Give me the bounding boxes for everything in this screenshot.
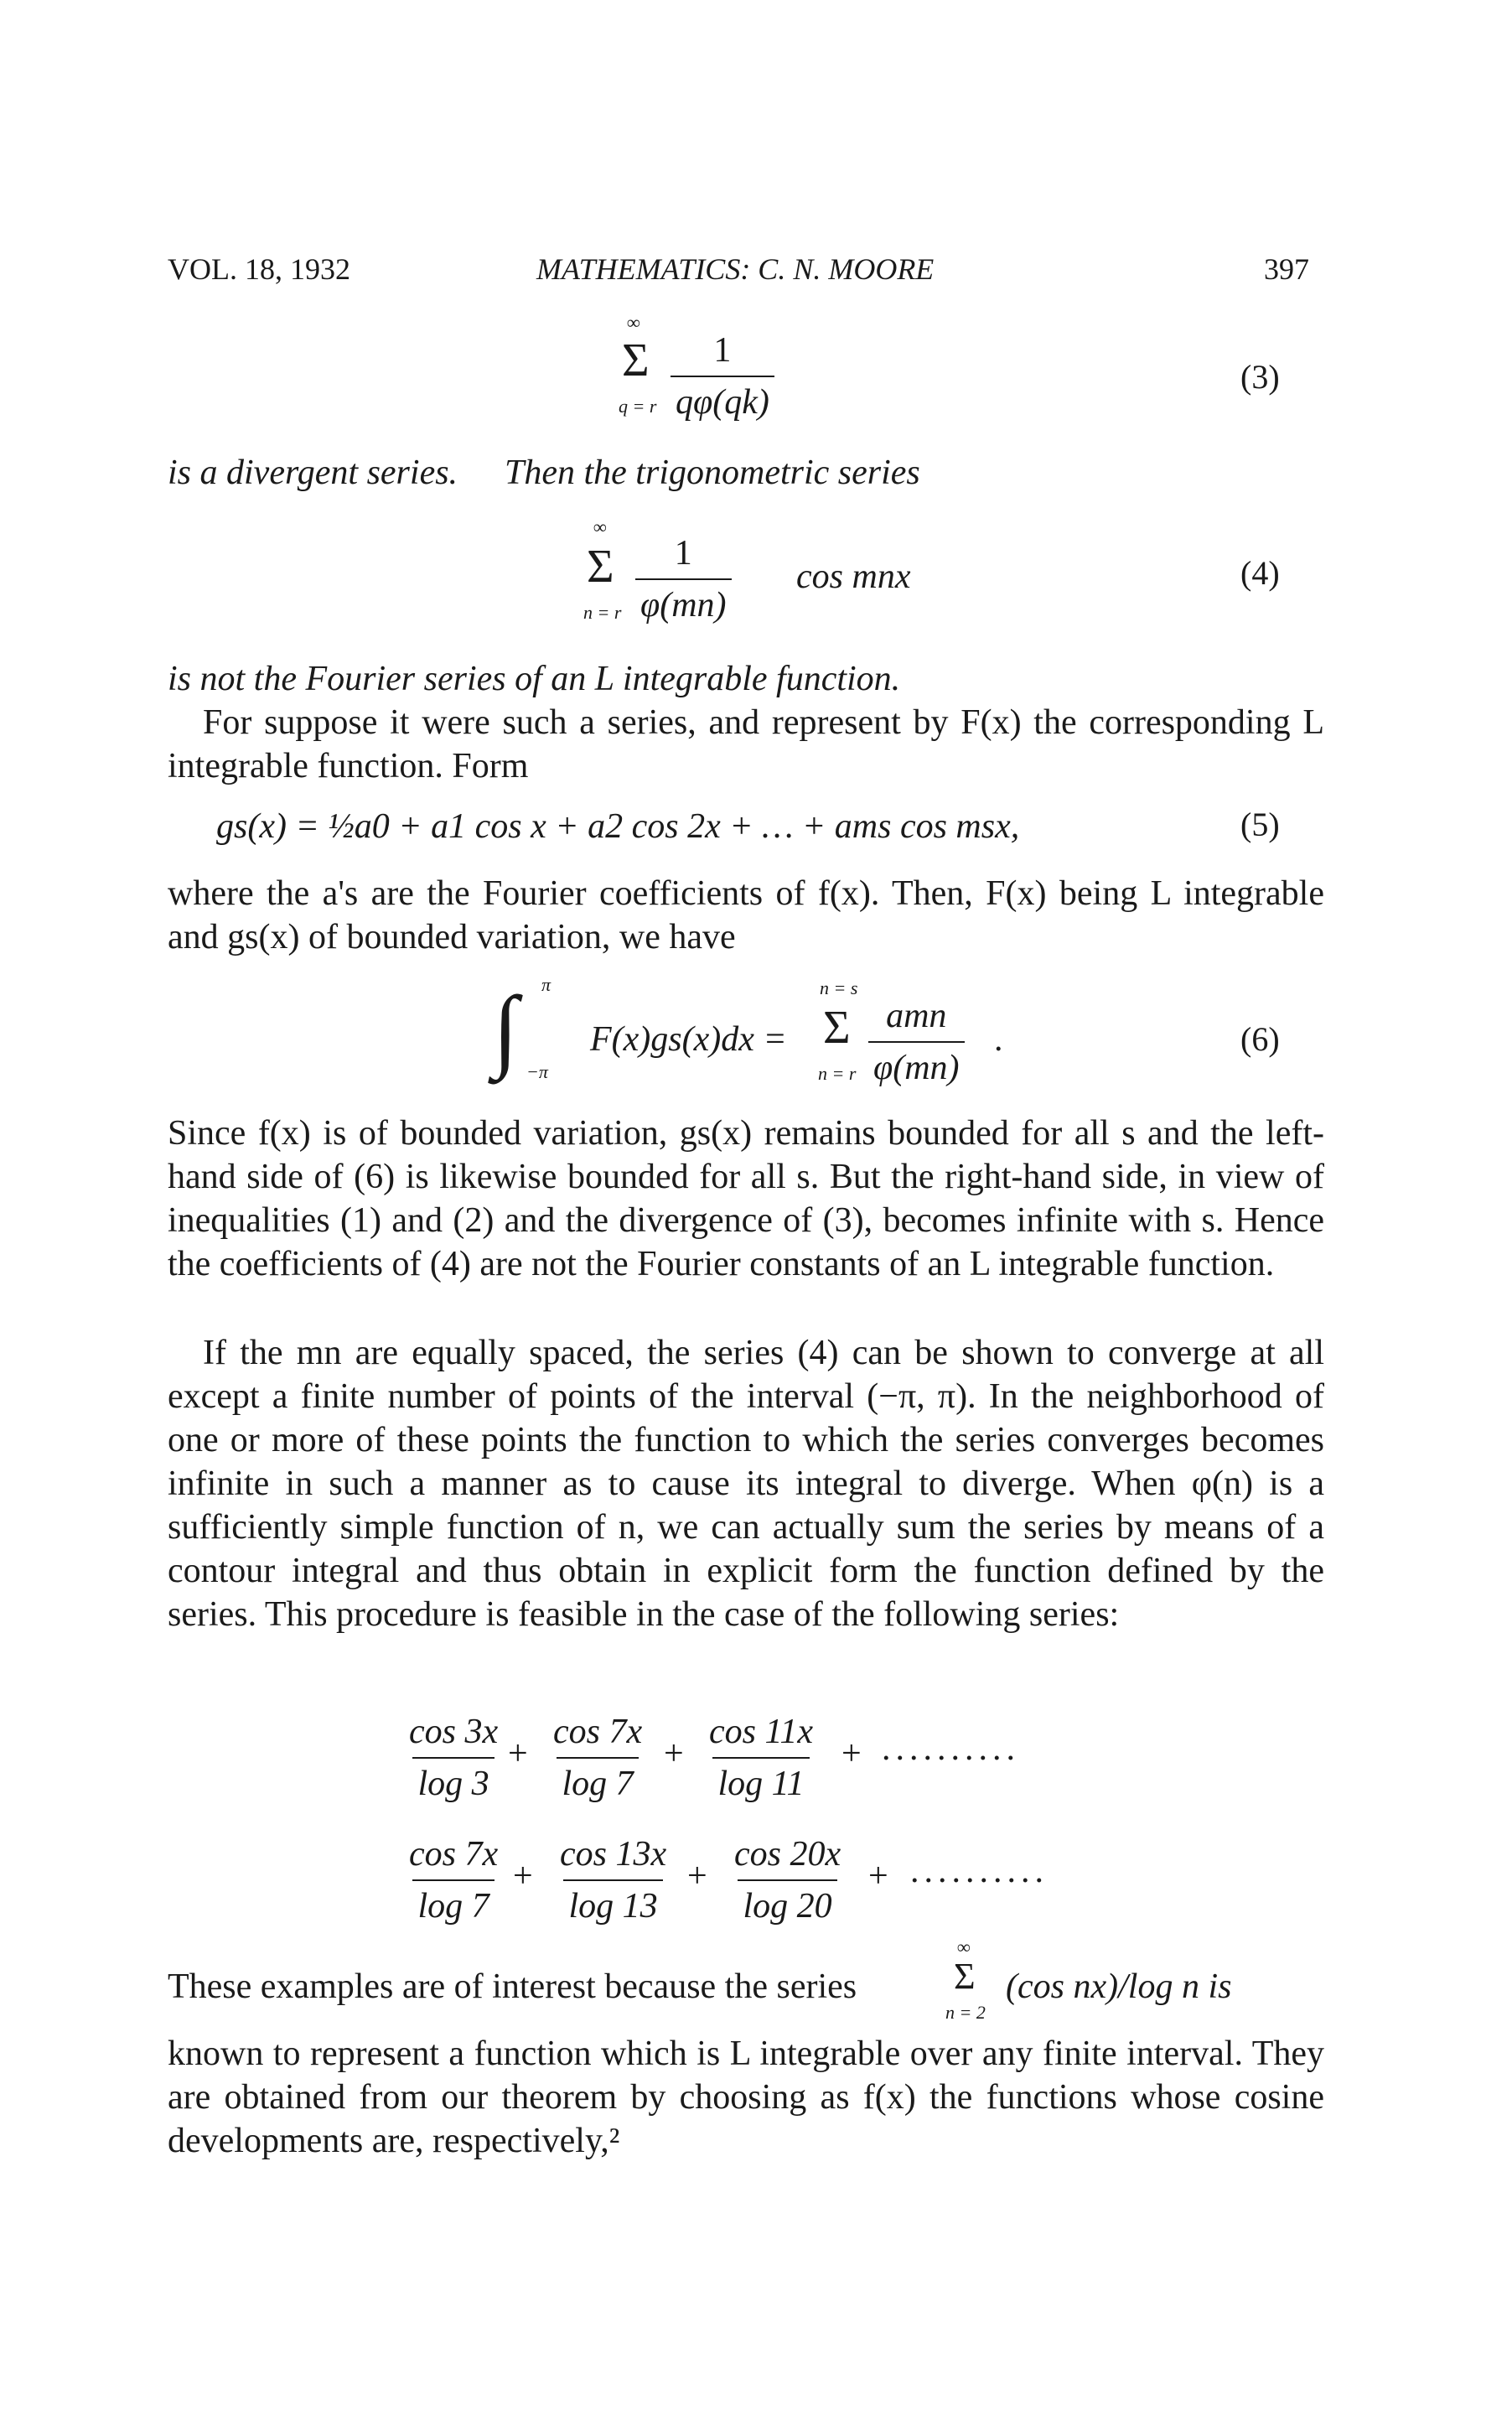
equation-6 [493, 974, 1012, 1108]
integrand: F(x)gs(x)dx = [590, 1020, 787, 1059]
series-term: $\frac{\cos 7x}{\log 7}$ [548, 1710, 647, 1806]
fraction: amn φ(mn) [868, 994, 965, 1090]
fraction: $\frac{1}{q\varphi(qk)}$ [671, 329, 774, 424]
paragraph-equally-spaced: If the mn are equally spaced, the series (4) can be shown to converge at all except a finite number of points of the interval (−π, π). In the neighborhood of one or more of these points the function to which the series converges becomes infinite in such a manner as to cause its integral to diverge. When φ(n) is a sufficiently simple function of n, we can actually sum the series by means of a contour integral and thus obtain in explicit form the function defined by the series. This procedure is feasible in the case of the following series: [168, 1334, 1324, 1634]
sum-upper-limit: ∞ [627, 312, 640, 333]
equation-number-5: (5) [1240, 806, 1280, 843]
sum-upper-limit: n = s [820, 977, 858, 998]
equation-number-3: (3) [1240, 358, 1280, 396]
header-title: MATHEMATICS: C. N. MOORE [536, 252, 935, 286]
text-trigonometric: Then the trigonometric series [505, 454, 920, 492]
fraction: $\frac{1}{\varphi(mn)}$ [635, 531, 732, 627]
equation-4 [583, 516, 935, 630]
sum-lower-limit: n = r [583, 602, 622, 623]
plus-sign: + [664, 1734, 684, 1773]
ellipsis-dots: .......... [882, 1729, 1020, 1768]
series-term: $\frac{\cos 11x}{\log 11}$ [704, 1710, 818, 1806]
period: . [994, 1020, 1003, 1059]
series-term: $\frac{\cos 7x}{\log 7}$ [404, 1832, 503, 1928]
integral-sign: ∫ [493, 977, 519, 1080]
integral-upper-limit: π [541, 974, 551, 995]
equation-3 [619, 312, 845, 424]
plus-sign: + [868, 1857, 888, 1895]
paragraph-bounded-variation: Since f(x) is of bounded variation, gs(x) remains bounded for all s and the left-hand side of (6) is likewise bounded for all s. But the right-hand side, in view of inequalities (1) and (2) and the divergence of (3), becomes infinite with s. Hence the coefficients of (4) are not the Fourier constants of an L integrable function. [168, 1114, 1324, 1283]
header-volume: VOL. 18, 1932 [168, 252, 350, 286]
series-term: $\frac{\cos 20x}{\log 20}$ [729, 1832, 846, 1928]
sum-lower-limit: n = 2 [945, 2002, 986, 2023]
sum-upper-limit: ∞ [957, 1936, 971, 1957]
text-divergent: is a divergent series. [168, 454, 458, 492]
ellipsis-dots: .......... [910, 1852, 1049, 1890]
plus-sign: + [687, 1857, 707, 1895]
sigma-symbol: Σ [622, 334, 650, 386]
equation-5: gs(x) = ½a0 + a1 cos x + a2 cos 2x + … + ams cos msx, [216, 807, 1020, 846]
series-term: $\frac{\cos 13x}{\log 13}$ [555, 1832, 671, 1928]
header-page-number: 397 [1264, 252, 1309, 286]
series-term: $\frac{\cos 3x}{\log 3}$ [404, 1710, 503, 1806]
plus-sign: + [508, 1734, 528, 1773]
text-not-fourier: is not the Fourier series of an L integrable function. [168, 660, 901, 698]
series-example-2 [404, 1832, 1158, 1925]
text-these-examples: These examples are of interest because the series [168, 1967, 857, 2006]
equation-number-6: (6) [1240, 1020, 1280, 1058]
sigma-symbol: Σ [823, 1002, 851, 1054]
series-example-1 [404, 1710, 1158, 1802]
sum-lower-limit: n = r [818, 1063, 857, 1084]
sum-upper-limit: ∞ [593, 516, 607, 537]
paragraph-suppose: For suppose it were such a series, and represent by F(x) the corresponding L integrable function. Form [168, 703, 1324, 785]
plus-sign: + [513, 1857, 533, 1895]
paragraph-fourier-coefficients: where the a's are the Fourier coefficients of f(x). Then, F(x) being L integrable and gs(x) of bounded variation, we have [168, 874, 1324, 956]
equation-number-4: (4) [1240, 554, 1280, 592]
sigma-symbol: Σ [954, 1956, 976, 1997]
plus-sign: + [841, 1734, 862, 1773]
paragraph-known-to-represent: known to represent a function which is L integrable over any finite interval. They are obtained from our theorem by choosing as f(x) the functions whose cosine developments are, respectively,² [168, 2034, 1324, 2160]
text-cos-nx: (cos nx)/log n is [1006, 1967, 1232, 2006]
sigma-symbol: Σ [587, 541, 614, 593]
sum-lower-limit: q = r [619, 396, 657, 417]
integral-lower-limit: −π [526, 1061, 548, 1082]
cos-term: cos mnx [796, 557, 911, 596]
